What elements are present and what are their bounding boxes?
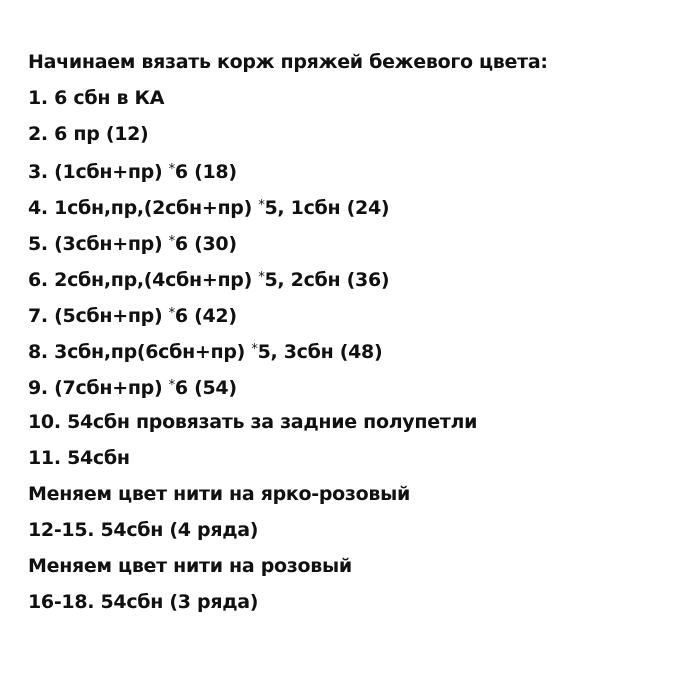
- row-3-end: 6 (18): [174, 161, 237, 183]
- color-change-note-bright-pink: Меняем цвет нити на ярко-розовый: [28, 483, 411, 505]
- row-4-start: 4. 1сбн,пр,(2сбн+пр): [28, 197, 259, 219]
- row-7-start: 7. (5сбн+пр): [28, 305, 169, 327]
- row-3-start: 3. (1сбн+пр): [28, 161, 169, 183]
- row-9-start: 9. (7сбн+пр): [28, 377, 169, 399]
- row-11: 11. 54сбн: [28, 447, 130, 469]
- row-1: 1. 6 сбн в КА: [28, 87, 165, 109]
- asterisk-mark: *: [251, 342, 258, 357]
- row-6-start: 6. 2сбн,пр,(4сбн+пр): [28, 269, 259, 291]
- row-9: [28, 368, 668, 404]
- row-6-end: 5, 2сбн (36): [264, 269, 390, 291]
- row-4: [28, 188, 668, 224]
- row-4-end: 5, 1сбн (24): [264, 197, 390, 219]
- row-5-start: 5. (3сбн+пр): [28, 233, 169, 255]
- asterisk-mark: *: [168, 306, 175, 321]
- asterisk-mark: *: [168, 162, 175, 177]
- asterisk-mark: *: [168, 234, 175, 249]
- document-title: Начинаем вязать корж пряжей бежевого цвета:: [28, 51, 548, 73]
- row-3: [28, 152, 668, 188]
- rows-16-18: 16-18. 54сбн (3 ряда): [28, 591, 259, 613]
- row-5-end: 6 (30): [174, 233, 237, 255]
- row-2: 2. 6 пр (12): [28, 123, 149, 145]
- row-9-end: 6 (54): [174, 377, 237, 399]
- asterisk-mark: *: [168, 378, 175, 393]
- row-7-end: 6 (42): [174, 305, 237, 327]
- rows-12-15: 12-15. 54сбн (4 ряда): [28, 519, 259, 541]
- row-8: [28, 332, 668, 368]
- row-6: [28, 260, 668, 296]
- row-8-end: 5, 3сбн (48): [257, 341, 383, 363]
- asterisk-mark: *: [258, 198, 265, 213]
- pattern-document: [28, 44, 668, 620]
- row-7: [28, 296, 668, 332]
- row-5: [28, 224, 668, 260]
- asterisk-mark: *: [258, 270, 265, 285]
- row-8-start: 8. 3сбн,пр(6сбн+пр): [28, 341, 252, 363]
- color-change-note-pink: Меняем цвет нити на розовый: [28, 555, 352, 577]
- row-10: 10. 54сбн провязать за задние полупетли: [28, 411, 478, 433]
